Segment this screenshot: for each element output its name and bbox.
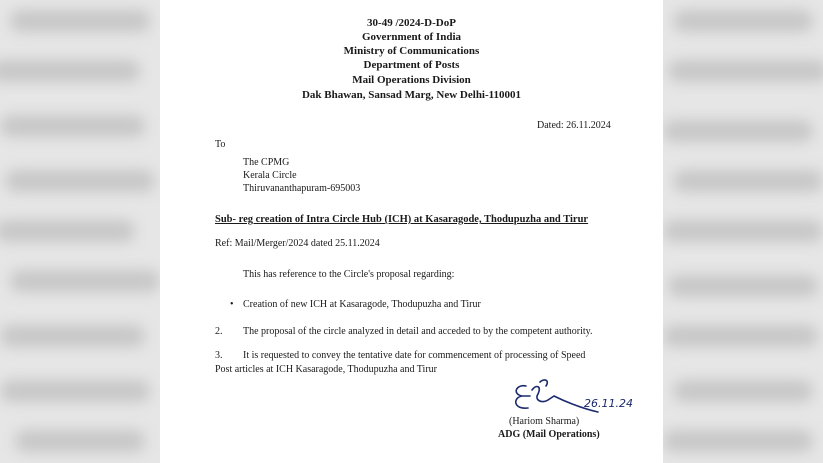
signatory-name: (Hariom Sharma) (509, 416, 580, 427)
to-label: To (215, 139, 226, 150)
subject-line: Sub- reg creation of Intra Circle Hub (ICH) at Kasaragode, Thodupuzha and Tirur (215, 214, 589, 225)
paragraph-2-number: 2. (215, 326, 223, 337)
file-number: 30-49 /2024-D-DoP (367, 17, 456, 29)
header-department: Department of Posts (363, 59, 460, 71)
blurred-background-left (0, 0, 160, 463)
body-paragraph-3-line-1: It is requested to convey the tentative date for commencement of processing of Speed (243, 350, 586, 361)
header-ministry: Ministry of Communications (343, 45, 480, 57)
recipient-circle: Kerala Circle (243, 170, 297, 181)
letter-page (160, 0, 663, 463)
signature-date: 26.11.24 (584, 397, 633, 410)
body-paragraph-2: The proposal of the circle analyzed in detail and acceded to by the competent authority. (243, 326, 593, 337)
reference-line: Ref: Mail/Merger/2024 dated 25.11.2024 (215, 238, 380, 249)
recipient-name: The CPMG (243, 157, 290, 168)
header-division: Mail Operations Division (352, 74, 471, 86)
body-paragraph-3-line-2: Post articles at ICH Kasaragode, Thodupuzha and Tirur (215, 364, 437, 375)
blurred-background-right (663, 0, 823, 463)
body-paragraph-1: This has reference to the Circle's proposal regarding: (243, 269, 455, 280)
paragraph-3-number: 3. (215, 350, 223, 361)
signatory-designation: ADG (Mail Operations) (498, 429, 600, 440)
header-address: Dak Bhawan, Sansad Marg, New Delhi-110001 (301, 89, 522, 101)
bullet-item: • Creation of new ICH at Kasaragode, Thodupuzha and Tirur (243, 298, 481, 311)
letter-date: Dated: 26.11.2024 (537, 120, 611, 131)
header-government: Government of India (362, 31, 461, 43)
recipient-city: Thiruvananthapuram-695003 (243, 183, 361, 194)
